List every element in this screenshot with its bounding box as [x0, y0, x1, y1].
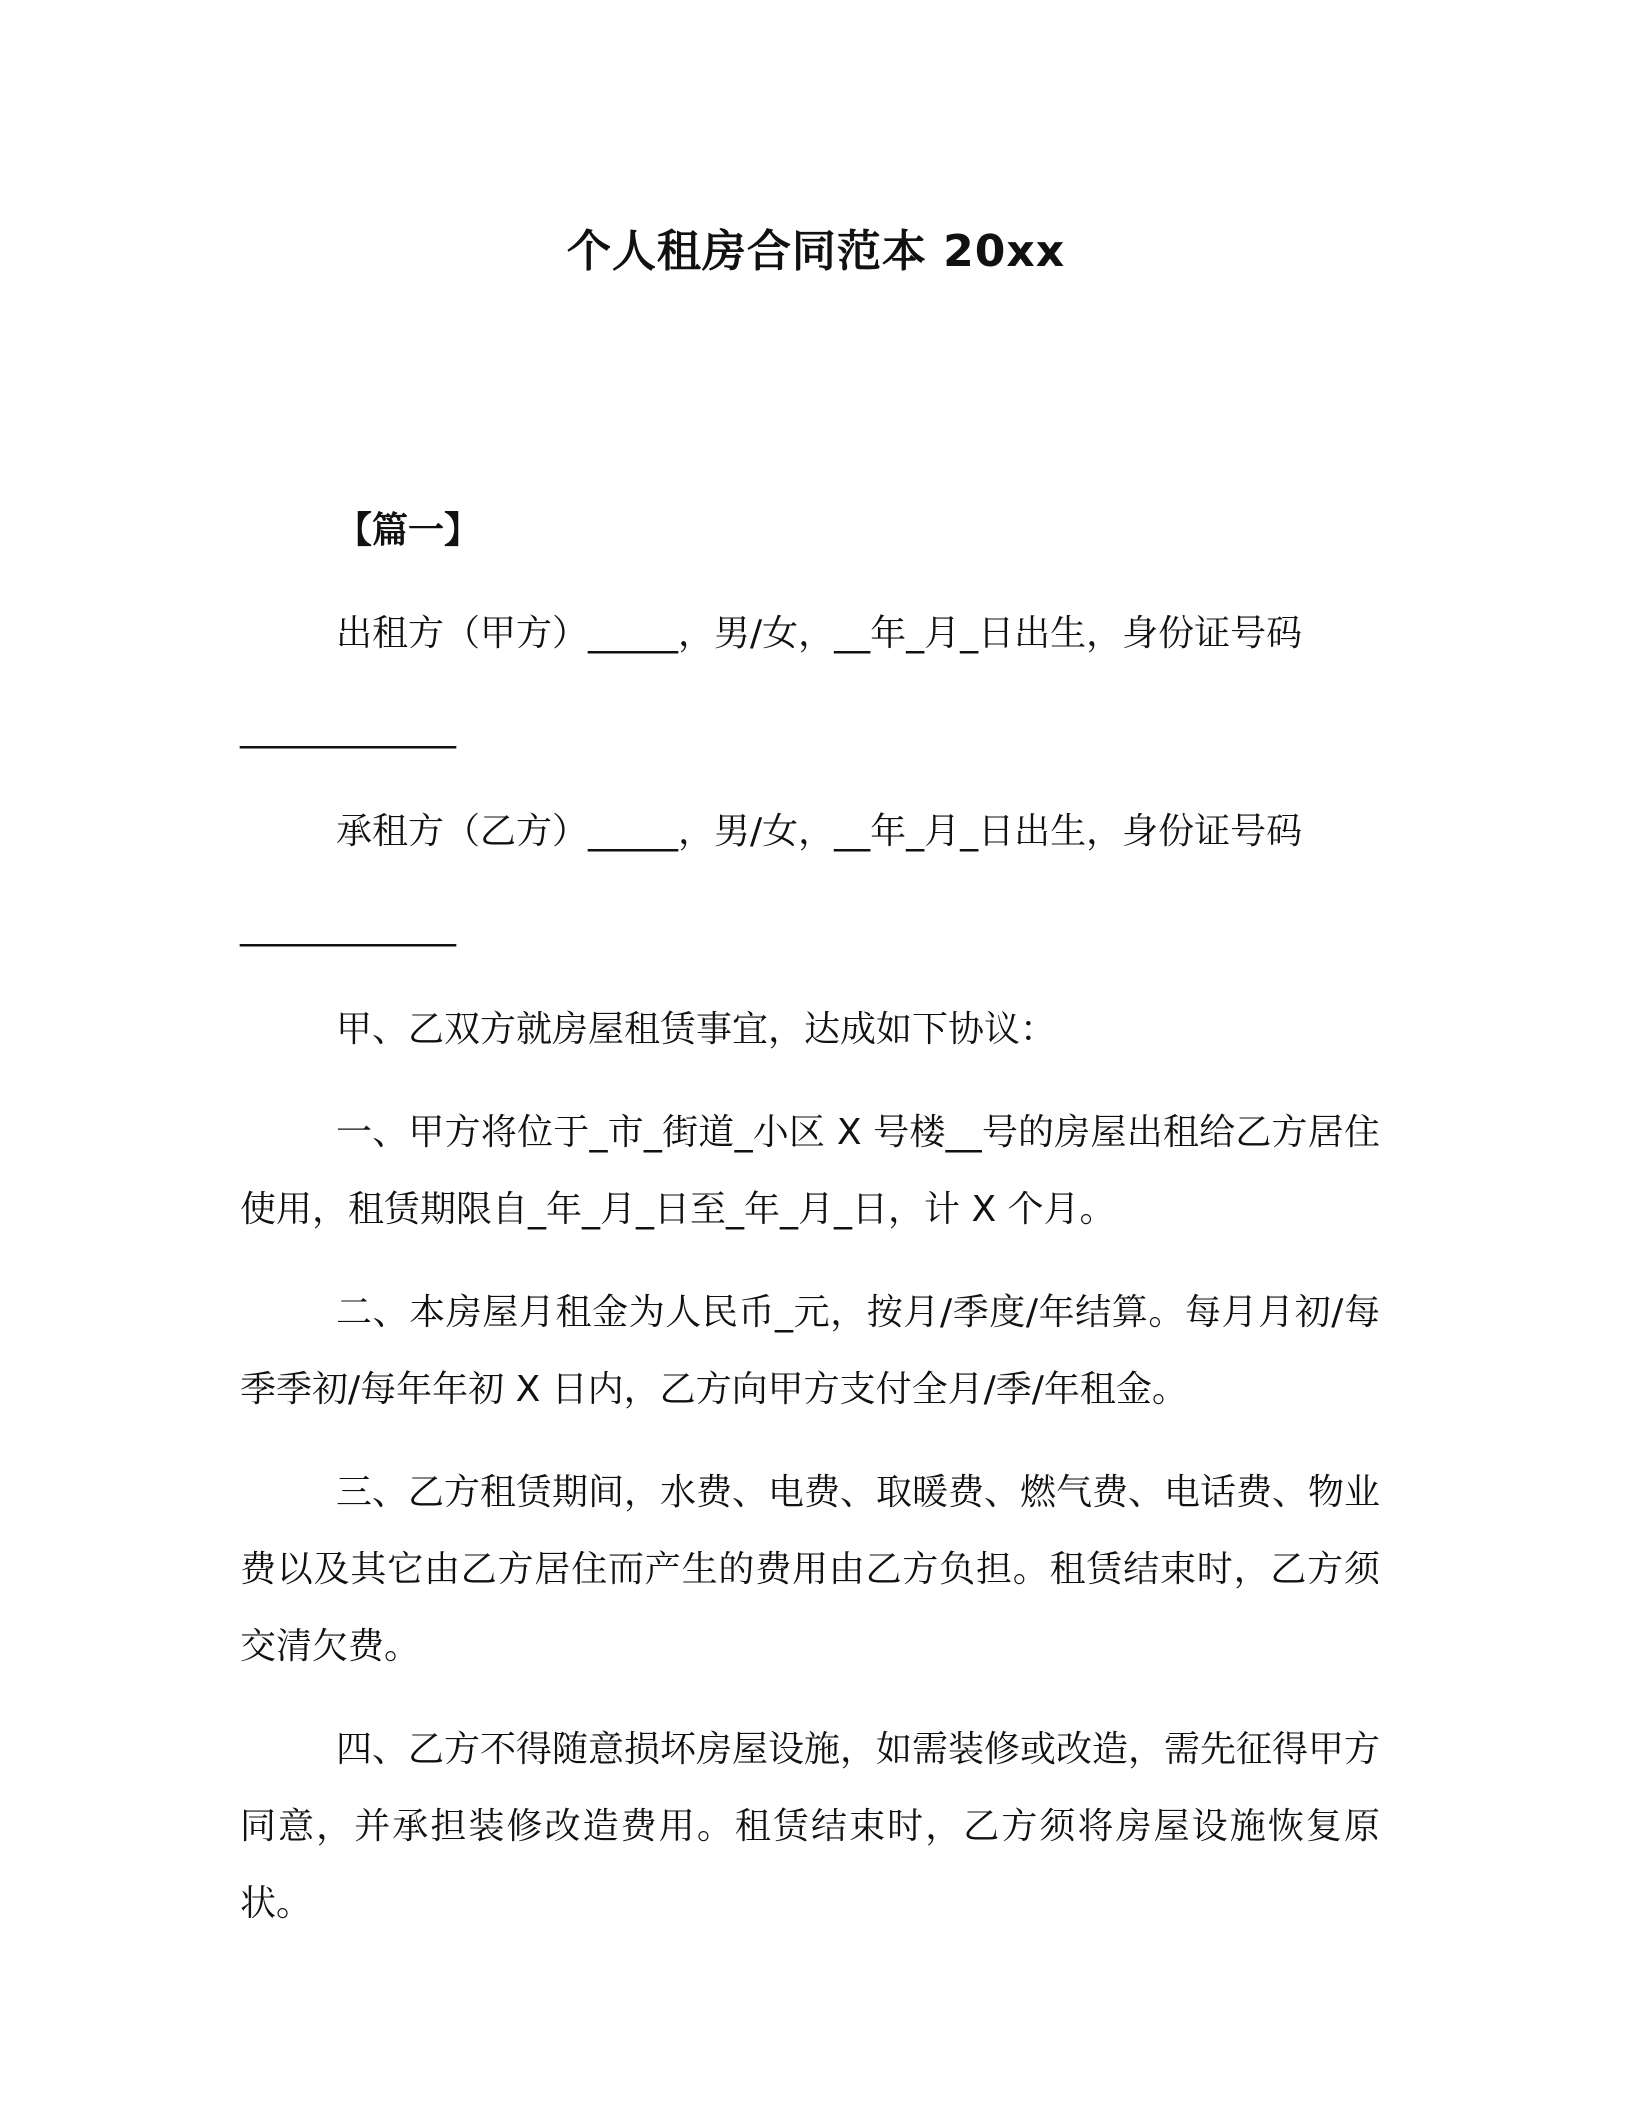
lessor-id-fill-line: ____________	[240, 708, 456, 749]
clause-1-paragraph: 一、甲方将位于_市_街道_小区 X 号楼__号的房屋出租给乙方居住使用，租赁期限自_年_月_日至_年_月_日，计 X 个月。	[240, 1112, 1380, 1230]
clause-3-paragraph: 三、乙方租赁期间，水费、电费、取暖费、燃气费、电话费、物业费以及其它由乙方居住而产生的费用由乙方负担。租赁结束时，乙方须交清欠费。	[240, 1472, 1381, 1667]
document-body	[240, 492, 1380, 1968]
clause-4-paragraph: 四、乙方不得随意损坏房屋设施，如需装修或改造，需先征得甲方同意，并承担装修改造费用。租赁结束时，乙方须将房屋设施恢复原状。	[240, 1729, 1381, 1924]
document-title: 个人租房合同范本 20xx	[566, 226, 1066, 277]
lessor-paragraph: 出租方（甲方）_____，男/女，__年_月_日出生，身份证号码	[336, 613, 1303, 654]
lessee-paragraph: 承租方（乙方）_____，男/女，__年_月_日出生，身份证号码	[336, 811, 1303, 852]
lessee-id-fill-line: ____________	[240, 906, 456, 947]
agreement-intro-paragraph: 甲、乙双方就房屋租赁事宜，达成如下协议：	[336, 1009, 1057, 1050]
section-label: 【篇一】	[336, 510, 481, 551]
clause-2-paragraph: 二、本房屋月租金为人民币_元，按月/季度/年结算。每月月初/每季季初/每年年初 X 日内，乙方向甲方支付全月/季/年租金。	[240, 1292, 1380, 1410]
